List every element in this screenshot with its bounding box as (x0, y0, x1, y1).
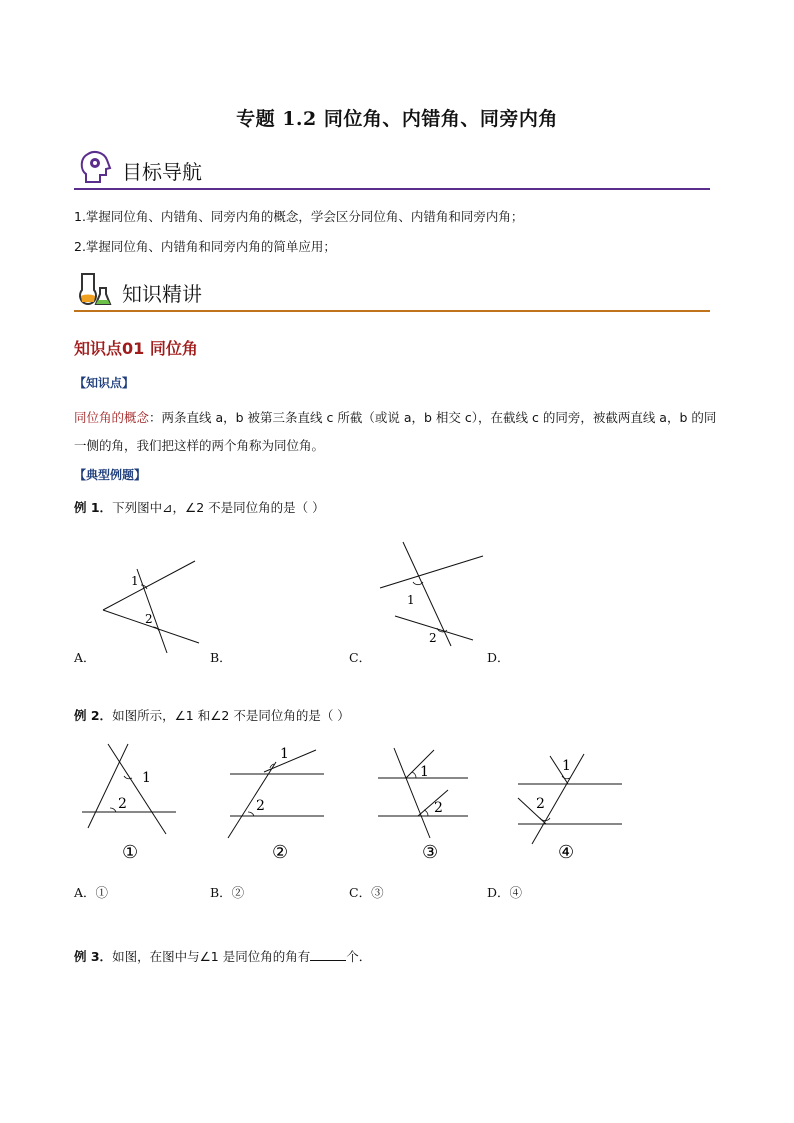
banner-knowledge (74, 268, 710, 312)
example-2-figure-2 (224, 742, 334, 862)
fig3-label-2: 2 (434, 800, 443, 816)
tag-knowledge: 【知识点】 (74, 376, 135, 390)
definition-paragraph (74, 404, 724, 460)
definition-term: 同位角的概念 (74, 410, 150, 425)
example-3-prefix: 例 3． (74, 949, 113, 964)
example-2-option-b[interactable]: B．② (210, 885, 245, 900)
example-1-option-d[interactable]: D． (487, 650, 510, 665)
example-1-label-1: 1 (131, 574, 139, 588)
example-2-text: 如图所示，∠1 和∠2 不是同位角的是（ ） (112, 708, 350, 723)
example-1-text: 下列图中⊿，∠2 不是同位角的是（ ） (112, 500, 325, 515)
example-3-text-before: 如图，在图中与∠1 是同位角的角有 (112, 949, 311, 964)
brain-gear-icon (76, 148, 114, 186)
example-3-text-after: 个． (346, 949, 372, 964)
fig1-label-2: 2 (118, 796, 127, 812)
example-2-question (74, 706, 350, 724)
page-title: 专题 1.2 同位角、内错角、同旁内角 (236, 108, 558, 130)
example-1-question (74, 498, 325, 516)
fig1-label-1: 1 (142, 770, 151, 786)
fig2-caption: ② (272, 842, 289, 862)
example-1-prefix: 例 1． (74, 500, 113, 515)
knowledge-point-heading: 知识点01 同位角 (74, 339, 198, 358)
example-1-option-b[interactable]: B． (210, 650, 232, 665)
banner-objectives-rule (74, 188, 710, 190)
banner-objectives-label: 目标导航 (122, 160, 202, 184)
fig4-label-1: 1 (562, 758, 571, 774)
fig4-label-2: 2 (536, 796, 545, 812)
example-2-figure-3 (372, 742, 472, 862)
banner-objectives (74, 146, 710, 190)
fig4-caption: ④ (558, 842, 575, 862)
example-1-figure-a (95, 555, 205, 655)
example-2-prefix: 例 2． (74, 708, 113, 723)
example-1-label-3: 1 (407, 593, 415, 607)
example-1-label-4: 2 (429, 631, 437, 645)
example-2-figure-4 (512, 742, 628, 862)
example-2-option-a[interactable]: A．① (74, 885, 109, 900)
fig1-caption: ① (122, 842, 139, 862)
example-2-option-c[interactable]: C．③ (349, 885, 384, 900)
example-2-figure-1 (80, 742, 180, 862)
example-3-question (74, 947, 371, 965)
banner-knowledge-label: 知识精讲 (122, 282, 202, 306)
example-2-option-d[interactable]: D．④ (487, 885, 523, 900)
banner-knowledge-rule (74, 310, 710, 312)
flask-icon (76, 270, 114, 308)
objective-2: 2.掌握同位角、内错角和同旁内角的简单应用； (74, 239, 336, 254)
definition-text: ：两条直线 a，b 被第三条直线 c 所截（或说 a，b 相交 c），在截线 c 的同旁，被截两直线 a，b 的同一侧的角，我们把这样的两个角称为同位角。 (74, 410, 717, 453)
objective-1: 1.掌握同位角、内错角、同旁内角的概念，学会区分同位角、内错角和同旁内角； (74, 209, 524, 224)
tag-examples: 【典型例题】 (74, 468, 147, 482)
example-1-option-c[interactable]: C． (349, 650, 372, 665)
fig3-caption: ③ (422, 842, 439, 862)
fig3-label-1: 1 (420, 764, 429, 780)
example-1-option-a[interactable]: A． (74, 650, 96, 665)
fig2-label-2: 2 (256, 798, 265, 814)
example-1-label-2: 2 (145, 612, 153, 626)
fig2-label-1: 1 (280, 746, 289, 762)
example-3-answer-blank[interactable] (310, 948, 346, 961)
example-1-figure-c (375, 538, 490, 650)
